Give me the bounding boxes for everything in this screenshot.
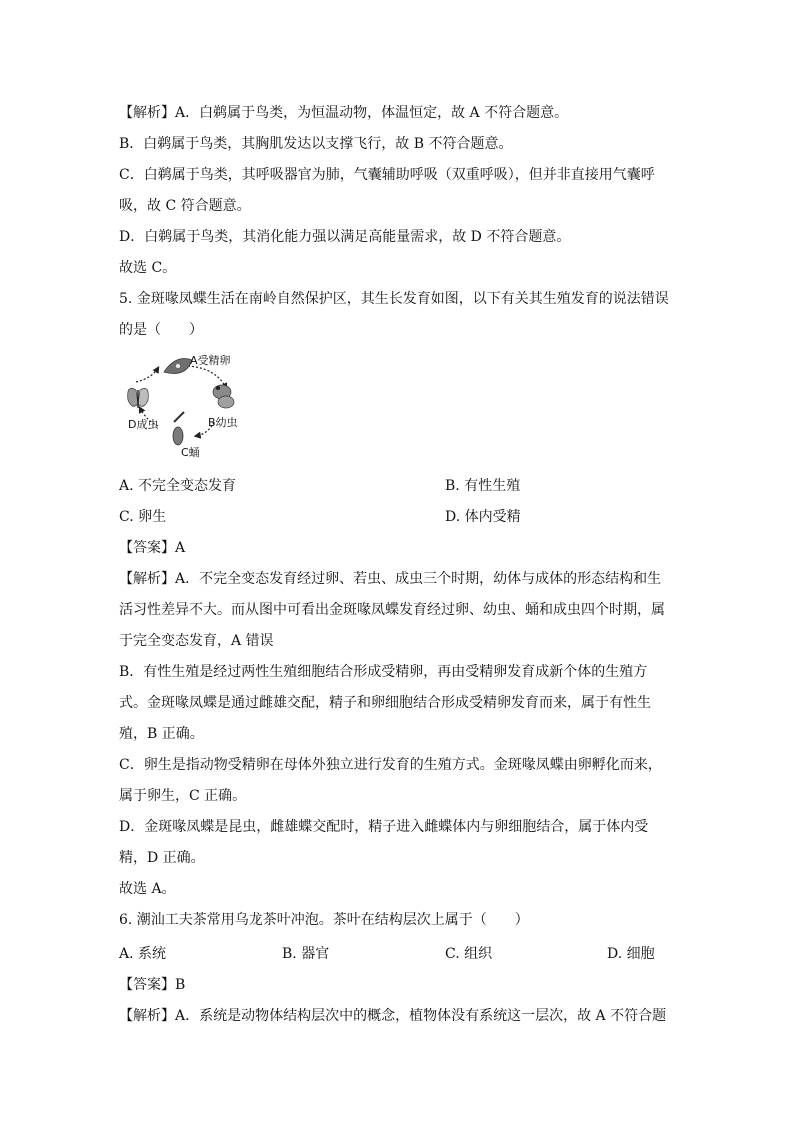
butterfly-icon bbox=[128, 388, 149, 408]
label-b: B幼虫 bbox=[208, 416, 238, 429]
label-d: D成虫 bbox=[128, 418, 159, 431]
text-line: 于完全变态发育，A 错误 bbox=[119, 633, 274, 649]
answer-line: 【答案】B bbox=[119, 977, 186, 993]
text-line: D．金斑喙凤蝶是昆虫，雌雄蝶交配时，精子进入雌蝶体内与卵细胞结合，属于体内受 bbox=[119, 819, 649, 835]
text-line: 精，D 正确。 bbox=[119, 850, 205, 866]
text-line: 属于卵生，C 正确。 bbox=[119, 788, 247, 804]
text-line: 【解析】A．不完全变态发育经过卵、若虫、成虫三个时期，幼体与成体的形态结构和生 bbox=[119, 571, 662, 587]
cycle-arrow bbox=[136, 368, 158, 382]
q5-option-d: D. 体内受精 bbox=[445, 509, 521, 525]
q6-option-a: A. 系统 bbox=[119, 946, 167, 962]
text-line: C．白鹈属于鸟类，其呼吸器官为肺，气囊辅助呼吸（双重呼吸），但并非直接用气囊呼 bbox=[119, 167, 655, 183]
text-line: D．白鹈属于鸟类，其消化能力强以满足高能量需求，故 D 不符合题意。 bbox=[119, 229, 571, 245]
text-line: C．卵生是指动物受精卵在母体外独立进行发育的生殖方式。金斑喙凤蝶由卵孵化而来， bbox=[119, 757, 662, 773]
text-line: B．白鹈属于鸟类，其胸肌发达以支撑飞行，故 B 不符合题意。 bbox=[119, 136, 513, 152]
larva-icon bbox=[213, 385, 234, 408]
text-line: 故选 A。 bbox=[119, 881, 176, 897]
label-a: A受精卵 bbox=[190, 354, 231, 367]
text-line: 殖，B 正确。 bbox=[119, 726, 204, 742]
text-line: 【解析】A．白鹈属于鸟类，为恒温动物，体温恒定，故 A 不符合题意。 bbox=[119, 105, 569, 121]
q6-option-c: C. 组织 bbox=[445, 946, 493, 962]
question-6-stem: 6. 潮汕工夫茶常用乌龙茶叶冲泡。茶叶在结构层次上属于（ ） bbox=[119, 912, 529, 928]
cycle-arrow bbox=[188, 366, 226, 388]
q5-option-c: C. 卵生 bbox=[119, 509, 167, 525]
q5-option-b: B. 有性生殖 bbox=[445, 478, 521, 494]
text-line: 【解析】A．系统是动物体结构层次中的概念，植物体没有系统这一层次，故 A 不符合题 bbox=[119, 1008, 667, 1024]
text-line: 吸，故 C 符合题意。 bbox=[119, 198, 251, 214]
question-5-stem: 的是（ ） bbox=[119, 322, 203, 338]
text-line: 故选 C。 bbox=[119, 260, 177, 276]
text-line: 活习性差异不大。而从图中可看出金斑喙凤蝶发育经过卵、幼虫、蛹和成虫四个时期，属 bbox=[119, 602, 665, 618]
answer-line: 【答案】A bbox=[119, 540, 186, 556]
pupa-icon bbox=[173, 412, 184, 445]
label-c: C蛹 bbox=[181, 446, 200, 459]
text-line: 式。金斑喙凤蝶是通过雌雄交配，精子和卵细胞结合形成受精卵发育而来，属于有性生 bbox=[119, 695, 651, 711]
text-line: B．有性生殖是经过两性生殖细胞结合形成受精卵，再由受精卵发育成新个体的生殖方 bbox=[119, 664, 648, 680]
question-5-stem: 5. 金斑喙凤蝶生活在南岭自然保护区，其生长发育如图，以下有关其生殖发育的说法错误 bbox=[119, 291, 669, 307]
leaf-egg-icon bbox=[164, 359, 192, 374]
q6-option-b: B. 器官 bbox=[282, 946, 330, 962]
butterfly-life-cycle-figure bbox=[118, 350, 258, 460]
q5-option-a: A. 不完全变态发育 bbox=[119, 478, 237, 494]
q6-option-d: D. 细胞 bbox=[607, 946, 655, 962]
